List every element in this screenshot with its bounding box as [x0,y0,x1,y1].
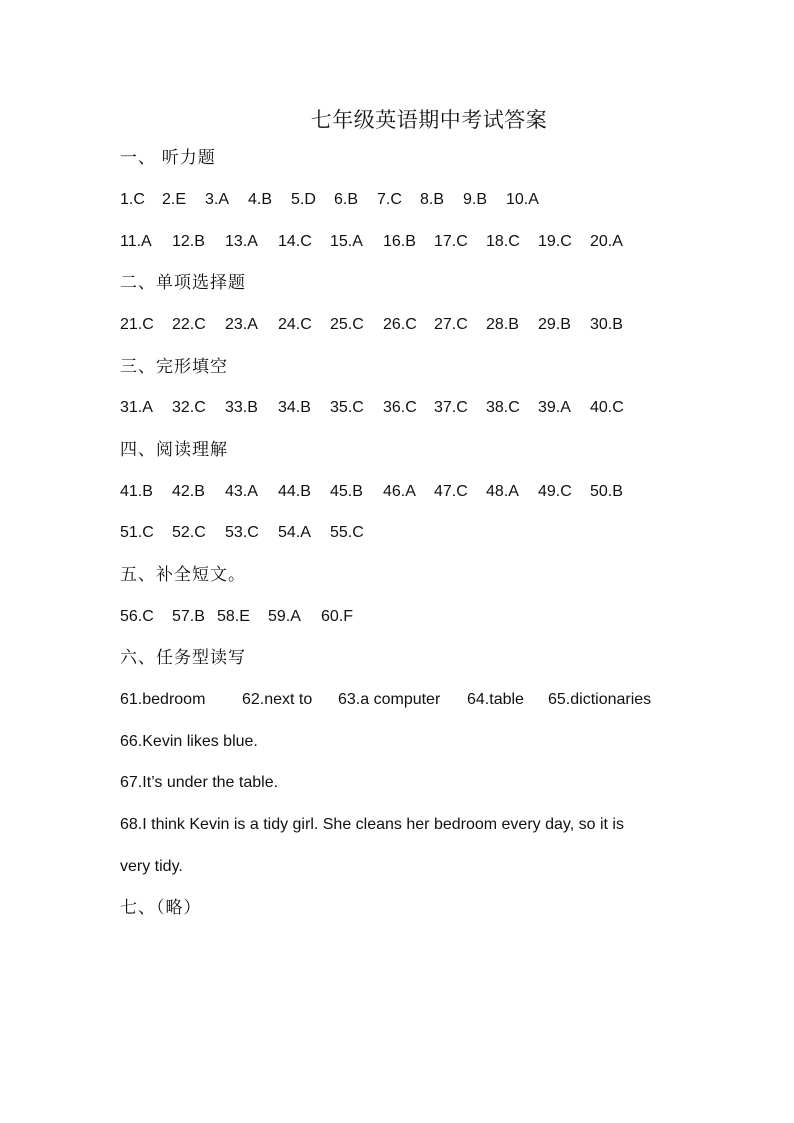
answer-item: 39.A [538,399,571,416]
answer-item: 20.A [590,233,623,250]
answer-row-41-50 [120,481,640,503]
answer-item: 33.B [225,399,258,416]
section-heading-listening: 一、 听力题 [120,148,216,167]
answer-item: 60.F [321,608,354,625]
answer-item: 42.B [172,483,205,500]
answer-item: 52.C [172,524,206,541]
answer-item: 12.B [172,233,205,250]
answer-67: 67.It’s under the table. [120,774,279,791]
answer-item: 19.C [538,233,572,250]
answer-item: 23.A [225,316,258,333]
answer-item: 29.B [538,316,571,333]
answer-item: 48.A [486,483,519,500]
answer-item: 30.B [590,316,623,333]
answer-item: 21.C [120,316,154,333]
answer-item: 46.A [383,483,416,500]
answer-item: 54.A [278,524,311,541]
answer-row-56-60 [120,606,366,628]
answer-item: 18.C [486,233,520,250]
answer-item: 31.A [120,399,153,416]
answer-row-1-10 [120,189,556,211]
answer-item: 36.C [383,399,417,416]
answer-item: 65.dictionaries [548,691,652,708]
answer-item: 37.C [434,399,468,416]
answer-68-line-1: 68.I think Kevin is a tidy girl. She cleans her bedroom every day, so it is [120,816,624,833]
answer-item: 51.C [120,524,154,541]
section-heading-passage-completion: 五、补全短文。 [120,565,246,584]
answer-item: 43.A [225,483,258,500]
answer-item: 38.C [486,399,520,416]
answer-item: 62.next to [242,691,313,708]
answer-item: 1.C [120,191,145,208]
answer-item: 49.C [538,483,572,500]
answer-row-61-65 [120,689,668,711]
answer-item: 63.a computer [338,691,441,708]
answer-item: 7.C [377,191,402,208]
answer-item: 58.E [217,608,250,625]
answer-item: 5.D [291,191,316,208]
answer-68-line-2: very tidy. [120,858,183,875]
answer-item: 8.B [420,191,445,208]
answer-item: 13.A [225,233,258,250]
answer-item: 56.C [120,608,154,625]
answer-row-31-40 [120,397,640,419]
answer-item: 47.C [434,483,468,500]
answer-item: 16.B [383,233,416,250]
answer-item: 3.A [205,191,230,208]
answer-item: 10.A [506,191,539,208]
answer-item: 64.table [467,691,524,708]
answer-item: 53.C [225,524,259,541]
answer-item: 44.B [278,483,311,500]
answer-item: 9.B [463,191,488,208]
answer-item: 55.C [330,524,364,541]
answer-item: 41.B [120,483,153,500]
answer-row-21-30 [120,314,640,336]
answer-row-11-20 [120,231,640,253]
answer-item: 26.C [383,316,417,333]
answer-item: 45.B [330,483,363,500]
section-heading-reading: 四、阅读理解 [120,440,228,459]
answer-item: 25.C [330,316,364,333]
answer-item: 34.B [278,399,311,416]
answer-item: 28.B [486,316,519,333]
answer-item: 15.A [330,233,363,250]
answer-row-51-55 [120,522,383,544]
answer-item: 17.C [434,233,468,250]
answer-item: 14.C [278,233,312,250]
answer-item: 22.C [172,316,206,333]
section-heading-cloze: 三、完形填空 [120,357,228,376]
answer-item: 61.bedroom [120,691,206,708]
answer-66: 66.Kevin likes blue. [120,733,258,750]
page-title: 七年级英语期中考试答案 [310,109,548,132]
answer-item: 57.B [172,608,205,625]
answer-item: 6.B [334,191,359,208]
answer-item: 35.C [330,399,364,416]
answer-item: 2.E [162,191,187,208]
section-heading-task-reading-writing: 六、任务型读写 [120,648,246,667]
answer-item: 40.C [590,399,624,416]
answer-item: 32.C [172,399,206,416]
answer-item: 27.C [434,316,468,333]
answer-item: 4.B [248,191,273,208]
section-heading-writing-omitted: 七、（略） [120,898,202,917]
answer-item: 11.A [120,233,152,250]
section-heading-single-choice: 二、单项选择题 [120,273,246,292]
answer-item: 59.A [268,608,301,625]
answer-item: 24.C [278,316,312,333]
answer-item: 50.B [590,483,623,500]
